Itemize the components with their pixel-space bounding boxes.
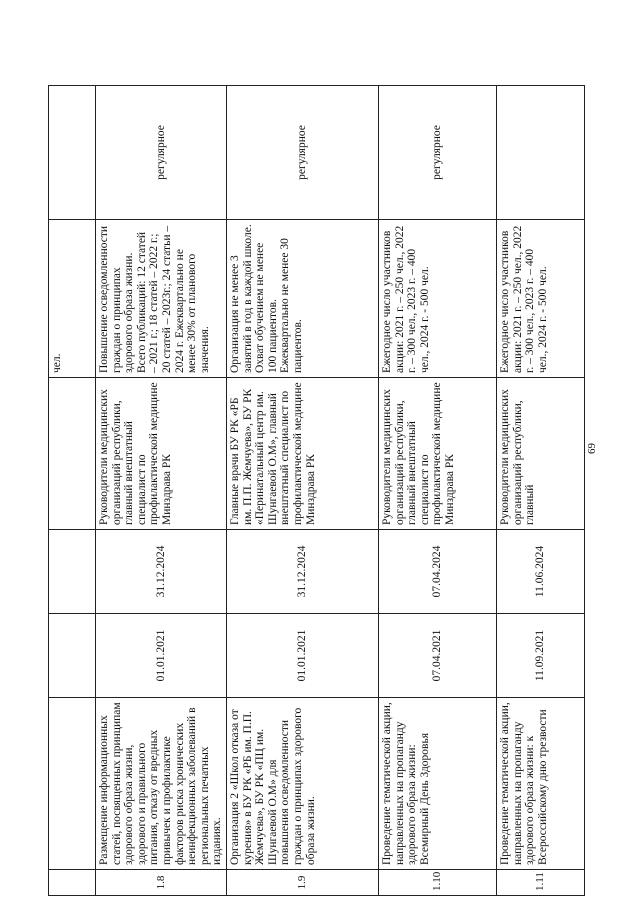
prefix-cell <box>49 530 96 614</box>
event-cell: Организация 2 «Школ отказа от курения» в БУ РК «РБ им. П.П. Жемчуева», БУ РК «ПЦ им. Шунгаевой О.М» для повышения осведомленности граждан о принципах здорового образа жизни. <box>226 698 378 870</box>
table-row <box>226 86 378 896</box>
responsible-cell: Главные врачи БУ РК «РБ им. П.П. Жемчуева», БУ РК «Перинатальный центр им. Шунгаевой О.М», главный внештатный специалист по профилактической медицине Минздрава РК <box>226 378 378 530</box>
prefix-unit-cell: чел. <box>49 220 96 378</box>
row-number: 1.11 <box>496 870 584 896</box>
start-date-cell: 01.01.2021 <box>96 614 227 698</box>
prefix-cell <box>49 698 96 870</box>
prefix-cell <box>49 378 96 530</box>
row-number: 1.8 <box>96 870 227 896</box>
result-cell: Ежегодное число участников акции: 2021 г. – 250 чел., 2022 г. – 300 чел., 2023 г. – 400 чел., 2024 г. - 500 чел. <box>496 220 584 378</box>
status-cell: регулярное <box>96 86 227 220</box>
event-cell: Проведение тематической акции, направленных на пропаганду здорового образа жизни: Всемирный День Здоровья <box>378 698 496 870</box>
result-cell: Организация не менее 3 занятий в год в каждой школе. Охват обучением не менее 100 пациентов. Ежеквартально не менее 30 пациентов. <box>226 220 378 378</box>
page-number: 69 <box>586 443 598 454</box>
start-date-cell: 11.09.2021 <box>496 614 584 698</box>
responsible-cell: Руководители медицинских организаций республики, главный внештатный специалист по профилактической медицине Минздрава РК <box>96 378 227 530</box>
responsible-cell: Руководители медицинских организаций республики, главный <box>496 378 584 530</box>
event-cell: Размещение информационных статей, посвященных принципам здорового образа жизни, здорового и правильного питания, отказу от вредных привычек и профилактике факторов риска хронических неинфекционных заболеваний в региональных печатных изданиях. <box>96 698 227 870</box>
status-cell <box>496 86 584 220</box>
status-cell: регулярное <box>226 86 378 220</box>
table-row <box>496 86 584 896</box>
start-date-cell: 07.04.2021 <box>378 614 496 698</box>
result-cell: Ежегодное число участников акции: 2021 г. – 250 чел., 2022 г. – 300 чел., 2023 г. – 400 чел., 2024 г. - 500 чел. <box>378 220 496 378</box>
start-date-cell: 01.01.2021 <box>226 614 378 698</box>
end-date-cell: 07.04.2024 <box>378 530 496 614</box>
prefix-cell <box>49 86 96 220</box>
table-container <box>48 86 568 896</box>
event-cell: Проведение тематической акции, направленных на пропаганду здорового образа жизни: к Всероссийскому дню трезвости <box>496 698 584 870</box>
activities-table <box>48 85 585 896</box>
row-number: 1.10 <box>378 870 496 896</box>
status-cell: регулярное <box>378 86 496 220</box>
row-number: 1.9 <box>226 870 378 896</box>
responsible-cell: Руководители медицинских организаций республики, главный внештатный специалист по профилактической медицине Минздрава РК <box>378 378 496 530</box>
table-row <box>96 86 227 896</box>
end-date-cell: 31.12.2024 <box>226 530 378 614</box>
prefix-row <box>49 86 96 896</box>
table-row <box>378 86 496 896</box>
prefix-cell <box>49 614 96 698</box>
end-date-cell: 31.12.2024 <box>96 530 227 614</box>
result-cell: Повышение осведомленности граждан о принципах здорового образа жизни. Всего публикаций: 12 статей – 2021 г.; 18 статей – 2022 г.; 20 статей – 2023г.; 24 статьи – 2024 г. Ежеквартально не менее 30% от планового значения. <box>96 220 227 378</box>
end-date-cell: 11.06.2024 <box>496 530 584 614</box>
prefix-cell <box>49 870 96 896</box>
